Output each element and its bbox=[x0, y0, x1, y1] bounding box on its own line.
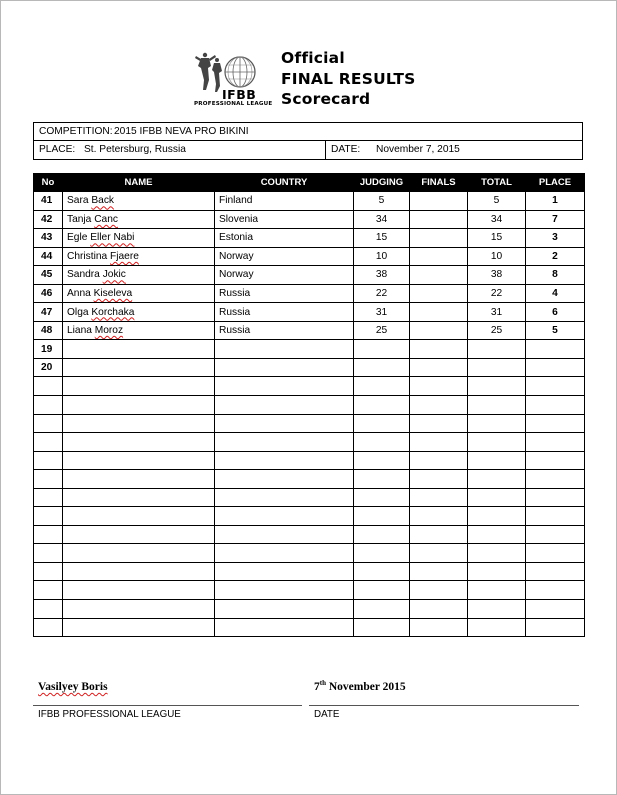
cell-finals bbox=[410, 210, 468, 229]
cell-name bbox=[63, 303, 215, 322]
table-row bbox=[34, 210, 585, 229]
results-body bbox=[34, 192, 585, 637]
competition-label: COMPETITION: bbox=[39, 126, 113, 137]
cell-judging bbox=[354, 600, 410, 619]
cell-finals bbox=[410, 266, 468, 285]
cell-total: 38 bbox=[468, 266, 526, 285]
name-text: Anna Kiseleva bbox=[67, 288, 133, 299]
cell-name bbox=[63, 433, 215, 452]
date-label: DATE: bbox=[331, 144, 361, 155]
cell-name bbox=[63, 210, 215, 229]
cell-total: 34 bbox=[468, 210, 526, 229]
empty-table-row bbox=[34, 544, 585, 563]
empty-table-row bbox=[34, 600, 585, 619]
cell-finals bbox=[410, 284, 468, 303]
cell-country bbox=[215, 525, 354, 544]
cell-place bbox=[526, 358, 585, 377]
table-row bbox=[34, 340, 585, 359]
cell-no bbox=[34, 600, 63, 619]
cell-no bbox=[34, 544, 63, 563]
cell-name bbox=[63, 488, 215, 507]
cell-country: Russia bbox=[215, 284, 354, 303]
cell-country: Slovenia bbox=[215, 210, 354, 229]
cell-country: Russia bbox=[215, 321, 354, 340]
cell-total bbox=[468, 488, 526, 507]
cell-judging: 38 bbox=[354, 266, 410, 285]
cell-place bbox=[526, 340, 585, 359]
cell-country bbox=[215, 507, 354, 526]
empty-table-row bbox=[34, 470, 585, 489]
cell-no bbox=[34, 562, 63, 581]
cell-country bbox=[215, 340, 354, 359]
cell-total bbox=[468, 358, 526, 377]
cell-judging bbox=[354, 358, 410, 377]
name-text: Christina Fjaere bbox=[67, 250, 139, 262]
cell-no bbox=[34, 451, 63, 470]
cell-finals bbox=[410, 544, 468, 563]
cell-place: 3 bbox=[526, 229, 585, 248]
cell-judging bbox=[354, 396, 410, 415]
cell-name bbox=[63, 247, 215, 266]
competition-row bbox=[34, 123, 582, 141]
cell-judging bbox=[354, 340, 410, 359]
cell-finals bbox=[410, 303, 468, 322]
cell-finals bbox=[410, 600, 468, 619]
cell-name bbox=[63, 358, 215, 377]
cell-no: 47 bbox=[34, 303, 63, 322]
cell-name bbox=[63, 470, 215, 489]
cell-total bbox=[468, 618, 526, 637]
cell-country: Finland bbox=[215, 192, 354, 211]
empty-table-row bbox=[34, 525, 585, 544]
date-value: November 7, 2015 bbox=[376, 144, 460, 155]
empty-table-row bbox=[34, 488, 585, 507]
cell-no: 48 bbox=[34, 321, 63, 340]
cell-place: 7 bbox=[526, 210, 585, 229]
cell-total bbox=[468, 451, 526, 470]
cell-total bbox=[468, 414, 526, 433]
cell-finals bbox=[410, 618, 468, 637]
cell-no: 20 bbox=[34, 358, 63, 377]
cell-no: 43 bbox=[34, 229, 63, 248]
cell-judging bbox=[354, 562, 410, 581]
place-date-row bbox=[34, 141, 582, 159]
cell-place bbox=[526, 433, 585, 452]
table-row bbox=[34, 192, 585, 211]
cell-no: 45 bbox=[34, 266, 63, 285]
cell-finals bbox=[410, 507, 468, 526]
table-row bbox=[34, 266, 585, 285]
cell-judging: 34 bbox=[354, 210, 410, 229]
cell-country: Estonia bbox=[215, 229, 354, 248]
cell-finals bbox=[410, 414, 468, 433]
cell-total bbox=[468, 470, 526, 489]
cell-name bbox=[63, 414, 215, 433]
cell-country: Norway bbox=[215, 247, 354, 266]
title-line-scorecard: Scorecard bbox=[281, 90, 371, 108]
cell-place: 1 bbox=[526, 192, 585, 211]
cell-place bbox=[526, 451, 585, 470]
cell-place bbox=[526, 414, 585, 433]
cell-no bbox=[34, 470, 63, 489]
competition-info-box bbox=[33, 122, 583, 160]
athletes-silhouette-icon bbox=[195, 53, 222, 92]
cell-place: 8 bbox=[526, 266, 585, 285]
cell-total: 10 bbox=[468, 247, 526, 266]
name-text: Olga Korchaka bbox=[67, 306, 135, 318]
cell-name bbox=[63, 321, 215, 340]
name-text: Sandra Jokic bbox=[67, 269, 126, 281]
cell-name bbox=[63, 377, 215, 396]
cell-finals bbox=[410, 358, 468, 377]
cell-no: 44 bbox=[34, 247, 63, 266]
cell-no bbox=[34, 488, 63, 507]
cell-country bbox=[215, 414, 354, 433]
cell-name bbox=[63, 507, 215, 526]
cell-total bbox=[468, 340, 526, 359]
title-line-official: Official bbox=[281, 49, 345, 67]
cell-no bbox=[34, 581, 63, 600]
cell-finals bbox=[410, 396, 468, 415]
cell-no bbox=[34, 433, 63, 452]
column-header-judging: JUDGING bbox=[354, 174, 410, 192]
cell-judging: 15 bbox=[354, 229, 410, 248]
cell-country bbox=[215, 433, 354, 452]
cell-name bbox=[63, 525, 215, 544]
cell-name bbox=[63, 600, 215, 619]
cell-finals bbox=[410, 377, 468, 396]
cell-no: 41 bbox=[34, 192, 63, 211]
cell-judging bbox=[354, 451, 410, 470]
cell-place bbox=[526, 544, 585, 563]
table-row bbox=[34, 303, 585, 322]
cell-place bbox=[526, 488, 585, 507]
name-text: Tanja Canc bbox=[67, 213, 118, 225]
cell-country bbox=[215, 544, 354, 563]
cell-place bbox=[526, 470, 585, 489]
empty-table-row bbox=[34, 451, 585, 470]
cell-place: 5 bbox=[526, 321, 585, 340]
globe-icon bbox=[225, 57, 255, 87]
column-header-finals: FINALS bbox=[410, 174, 468, 192]
date-footer-label: DATE bbox=[314, 709, 340, 720]
cell-total bbox=[468, 562, 526, 581]
cell-judging bbox=[354, 507, 410, 526]
date-divider bbox=[325, 141, 326, 159]
cell-finals bbox=[410, 488, 468, 507]
cell-finals bbox=[410, 525, 468, 544]
empty-table-row bbox=[34, 433, 585, 452]
cell-judging: 22 bbox=[354, 284, 410, 303]
table-row bbox=[34, 358, 585, 377]
table-header-row bbox=[34, 174, 585, 192]
cell-no: 46 bbox=[34, 284, 63, 303]
cell-country bbox=[215, 377, 354, 396]
cell-finals bbox=[410, 433, 468, 452]
cell-finals bbox=[410, 192, 468, 211]
empty-table-row bbox=[34, 396, 585, 415]
cell-name bbox=[63, 284, 215, 303]
column-header-country: COUNTRY bbox=[215, 174, 354, 192]
cell-place bbox=[526, 600, 585, 619]
table-row bbox=[34, 247, 585, 266]
cell-no bbox=[34, 377, 63, 396]
cell-place: 6 bbox=[526, 303, 585, 322]
logo-subtext: PROFESSIONAL LEAGUE bbox=[194, 101, 273, 107]
cell-finals bbox=[410, 321, 468, 340]
cell-country bbox=[215, 618, 354, 637]
table-row bbox=[34, 284, 585, 303]
cell-total: 25 bbox=[468, 321, 526, 340]
cell-judging: 25 bbox=[354, 321, 410, 340]
empty-table-row bbox=[34, 377, 585, 396]
cell-no bbox=[34, 618, 63, 637]
cell-finals bbox=[410, 470, 468, 489]
cell-country bbox=[215, 600, 354, 619]
cell-total bbox=[468, 544, 526, 563]
cell-judging bbox=[354, 525, 410, 544]
results-table bbox=[33, 173, 585, 637]
cell-judging bbox=[354, 488, 410, 507]
cell-country bbox=[215, 488, 354, 507]
cell-place bbox=[526, 377, 585, 396]
cell-judging bbox=[354, 544, 410, 563]
cell-country bbox=[215, 358, 354, 377]
cell-finals bbox=[410, 247, 468, 266]
cell-no bbox=[34, 396, 63, 415]
place-value: St. Petersburg, Russia bbox=[84, 144, 186, 155]
cell-finals bbox=[410, 340, 468, 359]
cell-name bbox=[63, 581, 215, 600]
cell-finals bbox=[410, 562, 468, 581]
column-header-place: PLACE bbox=[526, 174, 585, 192]
cell-finals bbox=[410, 581, 468, 600]
signature-line-date bbox=[309, 705, 579, 706]
signature-line-signer bbox=[33, 705, 302, 706]
name-text: Egle Eller Nabi bbox=[67, 232, 135, 244]
cell-name bbox=[63, 544, 215, 563]
cell-name bbox=[63, 562, 215, 581]
table-row bbox=[34, 229, 585, 248]
cell-country bbox=[215, 396, 354, 415]
cell-no: 42 bbox=[34, 210, 63, 229]
cell-country bbox=[215, 581, 354, 600]
title-line-final-results: FINAL RESULTS bbox=[281, 69, 416, 88]
cell-place: 4 bbox=[526, 284, 585, 303]
cell-total bbox=[468, 377, 526, 396]
cell-place: 2 bbox=[526, 247, 585, 266]
column-header-total: TOTAL bbox=[468, 174, 526, 192]
cell-country bbox=[215, 562, 354, 581]
cell-name bbox=[63, 340, 215, 359]
cell-total: 15 bbox=[468, 229, 526, 248]
signed-date: 7th November 2015 bbox=[314, 679, 406, 693]
cell-name bbox=[63, 396, 215, 415]
cell-judging: 31 bbox=[354, 303, 410, 322]
cell-total bbox=[468, 507, 526, 526]
logo-wordmark: IFBB bbox=[222, 87, 257, 102]
cell-judging bbox=[354, 581, 410, 600]
signer-label: IFBB PROFESSIONAL LEAGUE bbox=[38, 709, 181, 720]
cell-place bbox=[526, 581, 585, 600]
cell-total bbox=[468, 396, 526, 415]
column-header-name: NAME bbox=[63, 174, 215, 192]
signer-name: Vasilyey Boris bbox=[38, 681, 108, 693]
cell-total bbox=[468, 581, 526, 600]
cell-place bbox=[526, 618, 585, 637]
empty-table-row bbox=[34, 507, 585, 526]
cell-judging bbox=[354, 377, 410, 396]
cell-judging bbox=[354, 470, 410, 489]
cell-total bbox=[468, 433, 526, 452]
cell-place bbox=[526, 507, 585, 526]
cell-country bbox=[215, 470, 354, 489]
cell-judging bbox=[354, 618, 410, 637]
empty-table-row bbox=[34, 562, 585, 581]
cell-total: 31 bbox=[468, 303, 526, 322]
cell-place bbox=[526, 562, 585, 581]
cell-country: Russia bbox=[215, 303, 354, 322]
cell-no bbox=[34, 507, 63, 526]
cell-finals bbox=[410, 229, 468, 248]
competition-value: 2015 IFBB NEVA PRO BIKINI bbox=[114, 126, 249, 137]
cell-total bbox=[468, 525, 526, 544]
cell-country: Norway bbox=[215, 266, 354, 285]
cell-judging bbox=[354, 433, 410, 452]
cell-place bbox=[526, 396, 585, 415]
cell-name bbox=[63, 266, 215, 285]
cell-no bbox=[34, 414, 63, 433]
cell-judging bbox=[354, 414, 410, 433]
name-text: Liana Moroz bbox=[67, 325, 124, 337]
cell-total bbox=[468, 600, 526, 619]
cell-no: 19 bbox=[34, 340, 63, 359]
empty-table-row bbox=[34, 581, 585, 600]
cell-country bbox=[215, 451, 354, 470]
column-header-no: No bbox=[34, 174, 63, 192]
cell-finals bbox=[410, 451, 468, 470]
cell-name bbox=[63, 451, 215, 470]
cell-place bbox=[526, 525, 585, 544]
cell-no bbox=[34, 525, 63, 544]
cell-total: 22 bbox=[468, 284, 526, 303]
table-row bbox=[34, 321, 585, 340]
page-title bbox=[281, 48, 416, 110]
cell-total: 5 bbox=[468, 192, 526, 211]
cell-judging: 10 bbox=[354, 247, 410, 266]
empty-table-row bbox=[34, 414, 585, 433]
empty-table-row bbox=[34, 618, 585, 637]
cell-judging: 5 bbox=[354, 192, 410, 211]
place-label: PLACE: bbox=[39, 144, 76, 155]
name-text: Sara Back bbox=[67, 195, 115, 207]
cell-name bbox=[63, 192, 215, 211]
cell-name bbox=[63, 229, 215, 248]
cell-name bbox=[63, 618, 215, 637]
